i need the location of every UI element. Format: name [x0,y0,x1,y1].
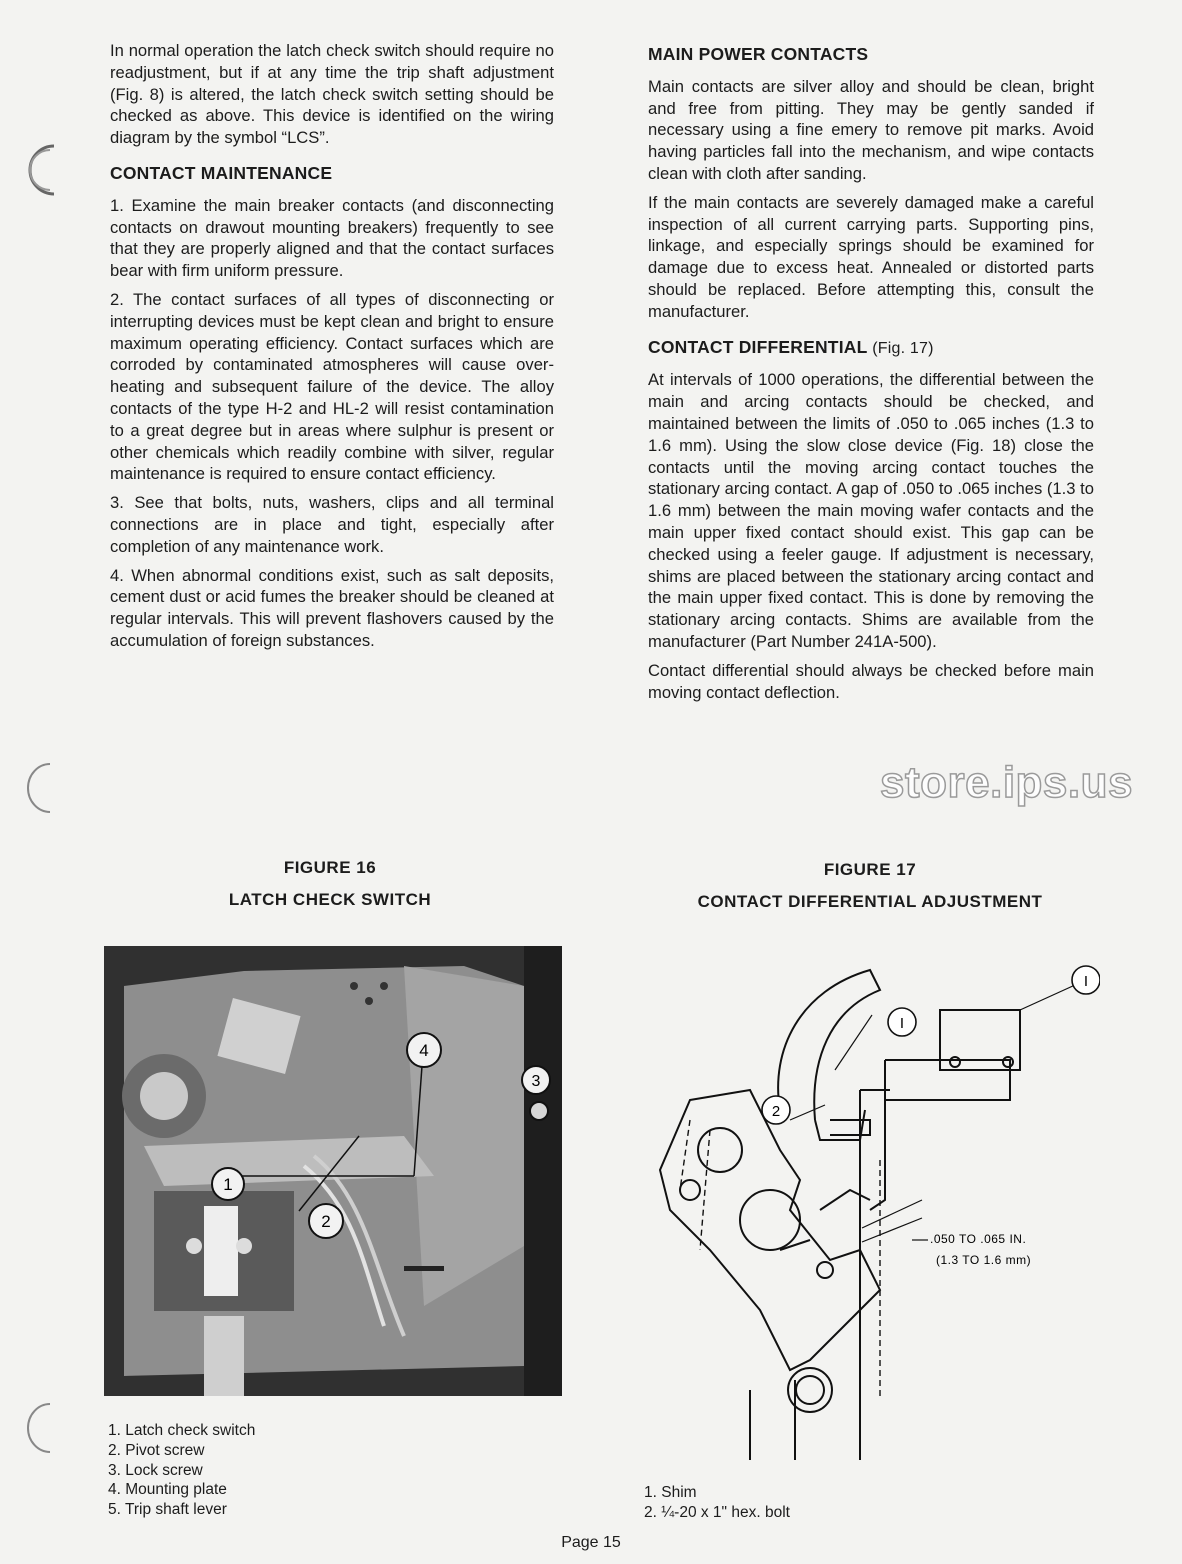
intro-paragraph: In normal operation the latch check switch should require no readjustment, but if at any time the trip shaft adjustment (Fig. 8) is altered, the latch check switch setting should be checked as above. This device is identified on the wiring diagram by the symbol “LCS”. [110,41,554,148]
contact-differential-fig-ref: (Fig. 17) [872,339,934,357]
maintenance-item-2: 2. The contact surfaces of all types of disconnecting or interrupting devices must be kept clean and bright to ensure maximum operating efficiency. Contact surfaces which are corroded by contaminated atmospheres will cause over-heating and subsequent failure of the device. The alloy contacts of the type H-2 and HL-2 will resist contamination to a great degree but in areas where sulphur is present or other chemicals which readily combine with silver, regular maintenance is required to ensure contact efficiency. [110,289,554,484]
store-watermark: store.ips.us [880,758,1133,807]
callout-4 [407,1033,441,1067]
gap-dimension-inches: .050 TO .065 IN. [930,1232,1027,1246]
callout-1-label: 1 [223,1175,233,1194]
figure-16-legend-item: 4. Mounting plate [108,1481,227,1499]
contact-maintenance-heading: CONTACT MAINTENANCE [110,162,333,183]
figure-17-legend-item: 1. Shim [644,1484,697,1501]
figure-17-number: FIGURE 17 [823,860,917,879]
callout-1 [212,1168,244,1200]
figure-17-diagram [630,950,1100,1470]
figure-16-number: FIGURE 16 [283,858,377,877]
contact-differential-paragraph-2: Contact differential should always be checked before main moving contact deflection. [648,660,1094,702]
callout-4-label: 4 [419,1041,429,1060]
contact-differential-title: CONTACT DIFFERENTIAL [648,336,868,357]
binder-punch-hole-bottom [16,1400,66,1456]
main-power-contacts-heading: MAIN POWER CONTACTS [648,44,869,64]
callout-1-upper-label: I [1083,973,1089,990]
contact-differential-heading [648,337,1094,360]
maintenance-item-4: 4. When abnormal conditions exist, such as salt deposits, cement dust or acid fumes the breaker should be cleaned at regular intervals. This will prevent flashovers caused by the accumulation of foreign substances. [110,565,554,650]
latch-check-switch-photo [104,946,562,1396]
callout-3-label: 3 [531,1073,541,1090]
callout-3 [522,1066,550,1094]
figure-16-title: LATCH CHECK SWITCH [228,890,432,909]
figure-16-caption [180,852,480,916]
figure-17-title: CONTACT DIFFERENTIAL ADJUSTMENT [697,892,1043,911]
main-power-paragraph-2: If the main contacts are severely damaged make a careful inspection of all current carrying parts. Supporting pins, linkage, and especially springs should be examined for damage due to excess heat. Annealed or distorted parts should be replaced. Before attempting this, consult the manufacturer. [648,192,1094,321]
right-column [648,44,1094,710]
contact-differential-paragraph-1: At intervals of 1000 operations, the differential between the main and arcing contacts should be checked, and maintained between the limits of .050 to .065 inches (1.3 to 1.6 mm). Using the slow close device (Fig. 18) close the contacts until the moving arcing contact touches the stationary arcing contact. A gap of .050 to .065 inches (1.3 to 1.6 mm) between the main moving wafer contacts and the main upper fixed contact should exist. This gap can be checked using a feeler gauge. If adjustment is necessary, shims are placed between the stationary arcing contact and the main upper fixed contact. This is done by removing the stationary arcing contacts. Shims are available from the manufacturer (Part Number 241A-500). [648,370,1094,651]
figure-17-legend-item: 2. ¼-20 x 1" hex. bolt [644,1503,790,1521]
gap-dimension-mm: (1.3 TO 1.6 mm) [936,1253,1032,1267]
figure-17-caption [640,854,1100,918]
callout-1-lower [888,1008,916,1036]
callout-1-lower-label: I [899,1015,905,1032]
binder-punch-hole-top [16,140,76,200]
figure-16-legend-item: 3. Lock screw [108,1461,203,1479]
callout-1-upper [1072,966,1100,994]
figure-16-photo [104,946,562,1396]
figure-16-legend-item: 1. Latch check switch [108,1422,256,1439]
callout-2-label: 2 [321,1212,331,1231]
page-number: Page 15 [561,1534,621,1551]
callout-2 [309,1204,343,1238]
main-power-paragraph-1: Main contacts are silver alloy and should be clean, bright and free from pitting. They may be gently sanded if necessary using a fine emery to remove pit marks. Avoid having particles fall into the mechanism, and wipe contacts clean with cloth after sanding. [648,76,1094,183]
maintenance-item-3: 3. See that bolts, nuts, washers, clips and all terminal connections are in place and tight, especially after completion of any maintenance work. [110,493,554,556]
figure-16-legend [108,1421,255,1520]
figure-16-legend-item: 2. Pivot screw [108,1441,205,1459]
figure-17-legend [644,1483,790,1523]
callout-2-hex-bolt [762,1096,790,1124]
callout-2-label: 2 [771,1103,781,1120]
figure-16-legend-item: 5. Trip shaft lever [108,1501,227,1519]
left-column [110,40,554,659]
maintenance-item-1: 1. Examine the main breaker contacts (and disconnecting contacts on drawout mounting breakers) frequently to see that they are properly aligned and that the contact surfaces bear with firm uniform pressure. [110,195,554,281]
binder-punch-hole-middle [16,760,66,816]
